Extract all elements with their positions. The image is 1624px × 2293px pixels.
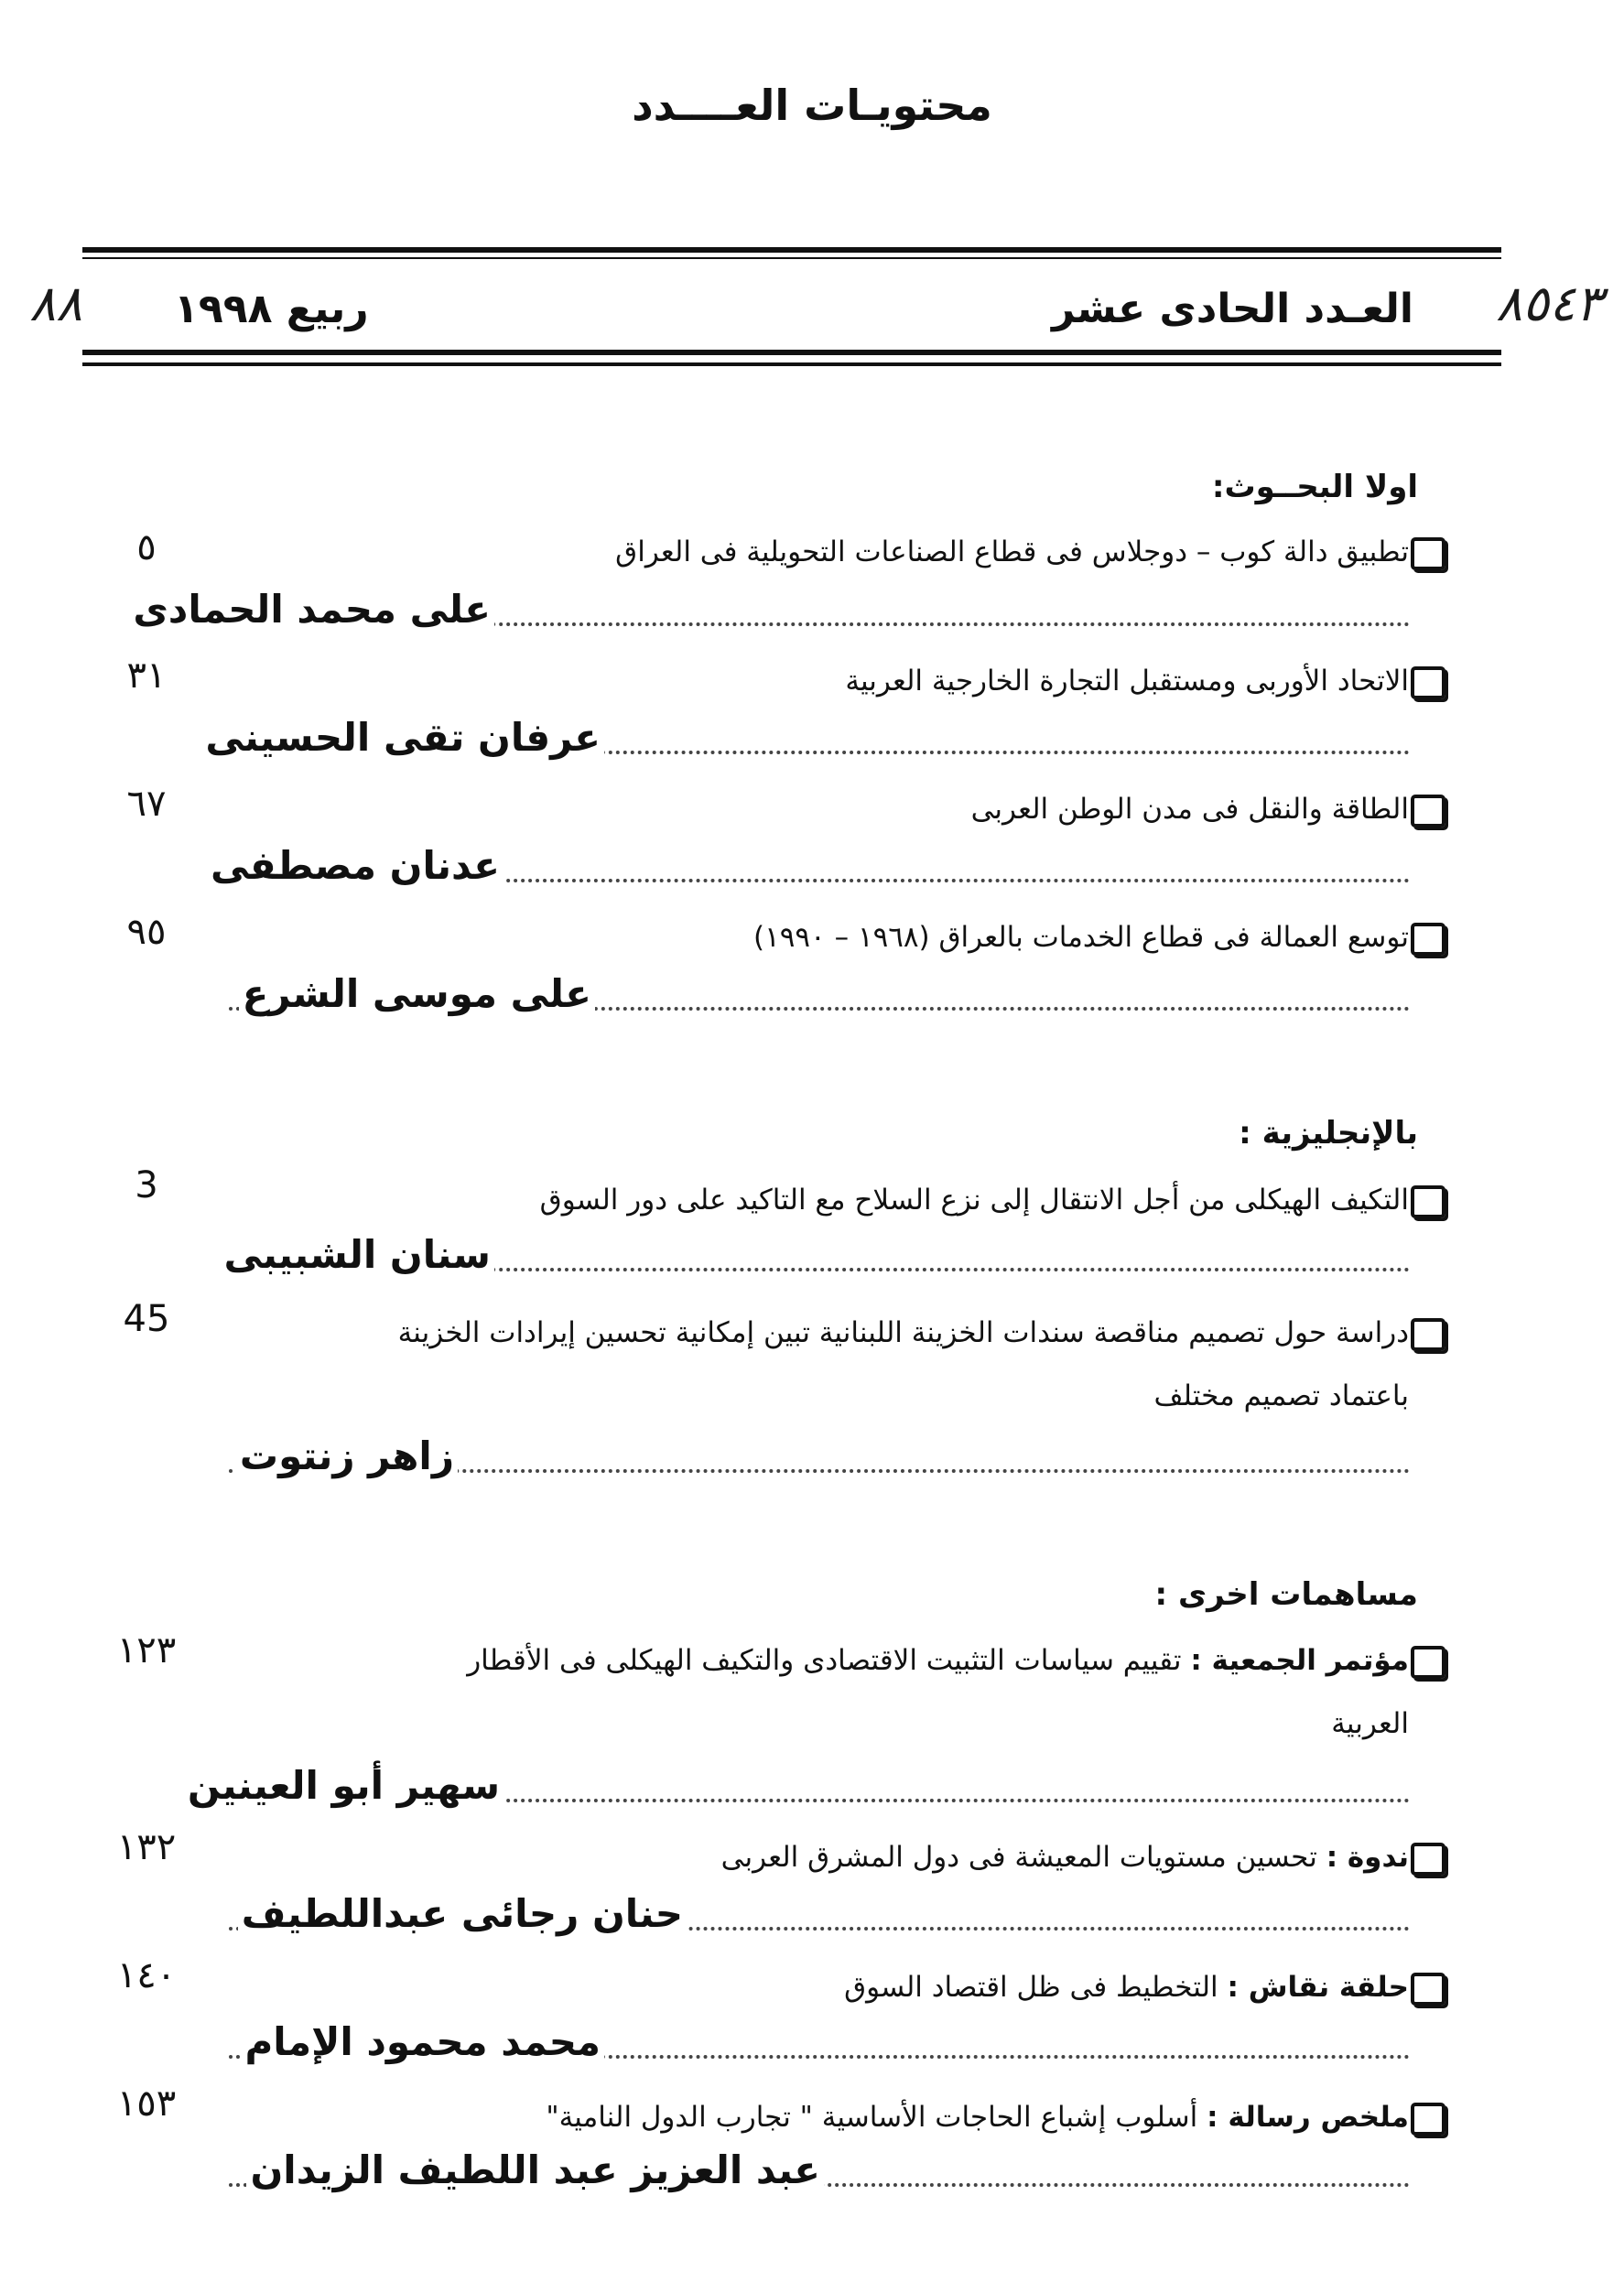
page-number: 45 [123, 1298, 170, 1340]
section-heading-english: بالإنجليزية : [1239, 1115, 1418, 1152]
header-top-rule-thin [82, 257, 1501, 259]
author-row [229, 970, 1410, 1016]
handwritten-catalog-number: ٨٥٤٣ [1495, 275, 1602, 332]
checkbox-icon [1411, 1646, 1445, 1679]
author-row [229, 1433, 1410, 1478]
entry-title-text: تحسين مستويات المعيشة فى دول المشرق العربى [720, 1841, 1317, 1874]
page-number: ٥ [136, 526, 157, 568]
entry-title-text: تقييم سياسات التثبيت الاقتصادى والتكيف الهيكلى فى الأقطار [467, 1644, 1182, 1677]
checkbox-icon [1411, 537, 1445, 570]
entry-title-text: التخطيط فى ظل اقتصاد السوق [844, 1971, 1218, 2004]
entry-title: الاتحاد الأوربى ومستقبل التجارة الخارجية العربية [845, 665, 1409, 698]
entry-title: الطاقة والنقل فى مدن الوطن العربى [970, 793, 1409, 826]
author-name: محمد محمود الإمام [242, 2019, 604, 2064]
author-name: سنان الشبيبى [220, 1232, 494, 1277]
checkbox-icon [1411, 923, 1445, 956]
checkbox-icon [1411, 2103, 1445, 2136]
entry-title-continued: باعتماد تصميم مختلف [1153, 1379, 1409, 1412]
author-row [229, 2147, 1410, 2192]
author-name: سهير أبو العينين [184, 1763, 503, 1808]
author-name: عرفان تقى الحسينى [201, 715, 604, 760]
checkbox-icon [1411, 1318, 1445, 1351]
author-name: على محمد الحمادى [129, 587, 494, 632]
author-row [205, 714, 1410, 760]
entry-label: حلقة نقاش : [1227, 1971, 1409, 2004]
issue-date: ربيع ١٩٩٨ [174, 286, 369, 332]
entry-title: التكيف الهيكلى من أجل الانتقال إلى نزع السلاح مع التاكيد على دور السوق [539, 1184, 1409, 1217]
header-top-rule-thick [82, 247, 1501, 253]
page-number: ١٥٣ [116, 2082, 177, 2125]
page-number: ٩٥ [126, 911, 167, 953]
entry-label: مؤتمر الجمعية : [1190, 1644, 1409, 1677]
entry-title: دراسة حول تصميم مناقصة سندات الخزينة اللبنانية تبين إمكانية تحسين إيرادات الخزينة [397, 1316, 1409, 1349]
page-number: ٦٧ [126, 783, 167, 825]
header-bottom-rule-thick [82, 350, 1501, 355]
checkbox-icon [1411, 1185, 1445, 1218]
section-heading-research: اولا البحــوث: [1211, 469, 1418, 505]
entry-title-continued: العربية [1331, 1707, 1409, 1740]
checkbox-icon [1411, 1973, 1445, 2006]
page-number: ١٤٠ [116, 1954, 177, 1996]
entry-title [191, 2087, 1409, 2147]
section-heading-other: مساهمات اخرى : [1154, 1576, 1418, 1613]
entry-label: ملخص رسالة : [1207, 2101, 1409, 2134]
author-name: زاهر زنتوت [236, 1433, 458, 1478]
author-row [229, 1890, 1410, 1936]
entry-title: تطبيق دالة كوب – دوجلاس فى قطاع الصناعات التحويلية فى العراق [615, 535, 1409, 568]
page-number: ١٢٣ [116, 1629, 177, 1671]
checkbox-icon [1411, 666, 1445, 699]
author-row [133, 586, 1410, 632]
entry-title: توسع العمالة فى قطاع الخدمات بالعراق (١٩٦٨ – ١٩٩٠) [753, 921, 1409, 954]
entry-label: ندوة : [1326, 1841, 1409, 1874]
author-name: عبد العزيز عبد اللطيف الزيدان [246, 2147, 824, 2192]
author-row [229, 2018, 1410, 2064]
page-number: 3 [135, 1164, 158, 1206]
entry-title-text: أسلوب إشباع الحاجات الأساسية " تجارب الدول النامية" [546, 2101, 1198, 2134]
entry-title [191, 1630, 1409, 1691]
entry-title [191, 1957, 1409, 2017]
author-name: حنان رجائى عبداللطيف [238, 1891, 687, 1936]
author-row [211, 842, 1410, 888]
issue-title: العـدد الحادى عشر [1051, 286, 1413, 332]
author-row [187, 1762, 1410, 1808]
author-name: عدنان مصطفى [207, 843, 503, 888]
checkbox-icon [1411, 795, 1445, 827]
page-number: ١٣٢ [116, 1826, 177, 1868]
author-name: على موسى الشرع [239, 971, 595, 1016]
page-title: محتويـات العــــدد [632, 81, 992, 130]
entry-title [191, 1827, 1409, 1887]
handwritten-page-number: ٨٨ [29, 275, 83, 332]
author-row [223, 1231, 1410, 1277]
checkbox-icon [1411, 1843, 1445, 1876]
header-bottom-rule-thin [82, 362, 1501, 366]
page-number: ٣١ [126, 654, 167, 697]
